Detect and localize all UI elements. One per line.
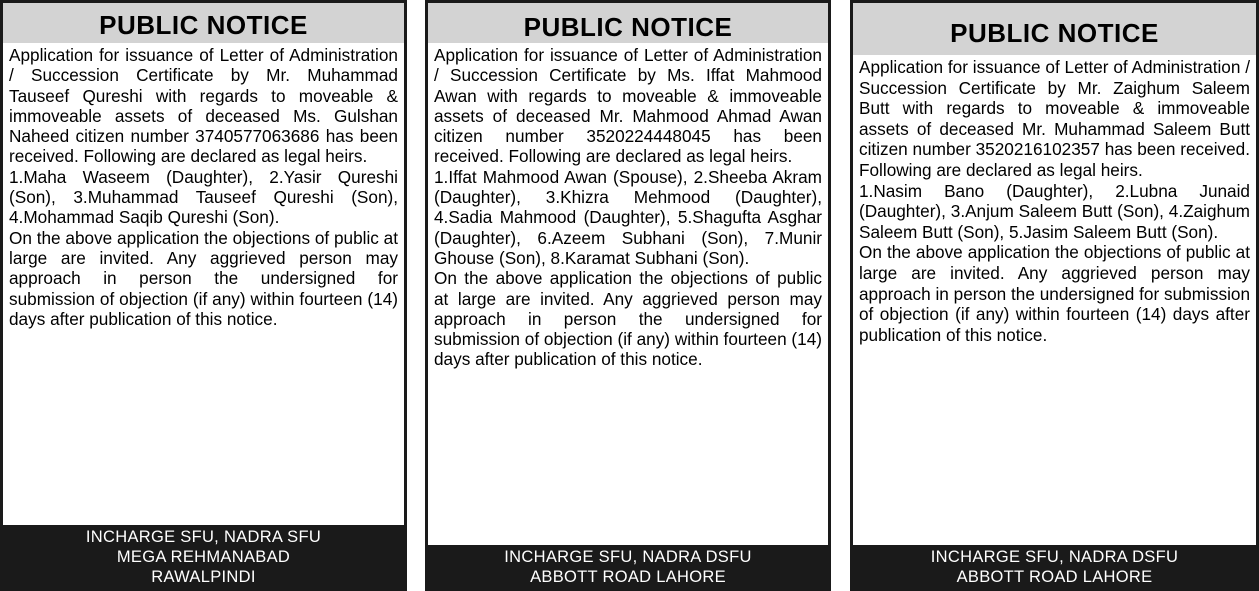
objections-paragraph: On the above application the objections of public at large are invited. Any aggrieved person may approach in person the undersigned for submission of objection (if any) within fourteen (14) days after publication of this notice. xyxy=(434,268,822,370)
footer-line: MEGA REHMANABAD xyxy=(116,548,291,566)
notice-body xyxy=(853,55,1256,545)
legal-heirs-paragraph: 1.Nasim Bano (Daughter), 2.Lubna Junaid (Daughter), 3.Anjum Saleem Butt (Son), 4.Zaighum Saleem Butt (Son), 5.Jasim Saleem Butt (Son). xyxy=(859,180,1250,242)
notice-footer xyxy=(853,545,1256,588)
notice-title: PUBLIC NOTICE xyxy=(853,3,1256,55)
application-paragraph: Application for issuance of Letter of Administration / Succession Certificate by Mr. Muhammad Tauseef Qureshi with regards to moveable & immoveable assets of deceased Ms. Gulshan Naheed citizen number 3740577063686 has been received. Following are declared as legal heirs. xyxy=(9,45,398,167)
notice-title: PUBLIC NOTICE xyxy=(428,3,828,43)
legal-heirs-paragraph: 1.Maha Waseem (Daughter), 2.Yasir Qureshi (Son), 3.Muhammad Tauseef Qureshi (Son), 4.Mohammad Saqib Qureshi (Son). xyxy=(9,166,398,228)
notice-panel xyxy=(853,3,1256,588)
notice-footer xyxy=(3,525,404,588)
objections-paragraph: On the above application the objections of public at large are invited. Any aggrieved person may approach in person the undersigned for submission of objection (if any) within fourteen (14) days after publication of this notice. xyxy=(9,227,398,329)
public-notice-3 xyxy=(850,0,1259,591)
public-notice-2 xyxy=(425,0,831,591)
public-notice-1 xyxy=(0,0,407,591)
objections-paragraph: On the above application the objections of public at large are invited. Any aggrieved person may approach in person the undersigned for submission of objection (if any) within fourteen (14) days after publication of this notice. xyxy=(859,242,1250,345)
legal-heirs-paragraph: 1.Iffat Mahmood Awan (Spouse), 2.Sheeba Akram (Daughter), 3.Khizra Mehmood (Daughter), 4.Sadia Mahmood (Daughter), 5.Shagufta Asghar (Daughter), 6.Azeem Subhani (Son), 7.Munir Ghouse (Son), 8.Karamat Subhani (Son). xyxy=(434,166,822,268)
notice-panel xyxy=(428,3,828,588)
footer-line: ABBOTT ROAD LAHORE xyxy=(956,568,1153,586)
notice-body xyxy=(428,43,828,545)
notice-title: PUBLIC NOTICE xyxy=(3,3,404,43)
application-paragraph: Application for issuance of Letter of Administration / Succession Certificate by Ms. Iffat Mahmood Awan with regards to moveable & immoveable assets of deceased Mr. Mahmood Ahmad Awan citizen number 3520224448045 has been received. Following are declared as legal heirs. xyxy=(434,45,822,167)
footer-line: INCHARGE SFU, NADRA DSFU xyxy=(504,548,752,566)
footer-line: INCHARGE SFU, NADRA DSFU xyxy=(930,548,1179,566)
notice-panel xyxy=(3,3,404,588)
application-paragraph: Application for issuance of Letter of Administration / Succession Certificate by Mr. Zaighum Saleem Butt with regards to moveable & immoveable assets of deceased Mr. Muhammad Saleem Butt citizen number 3520216102357 has been received. Following are declared as legal heirs. xyxy=(859,57,1250,180)
footer-line: ABBOTT ROAD LAHORE xyxy=(530,568,726,586)
notice-footer xyxy=(428,545,828,588)
notice-body xyxy=(3,43,404,525)
footer-line: INCHARGE SFU, NADRA SFU xyxy=(85,528,322,546)
footer-line: RAWALPINDI xyxy=(151,568,256,586)
